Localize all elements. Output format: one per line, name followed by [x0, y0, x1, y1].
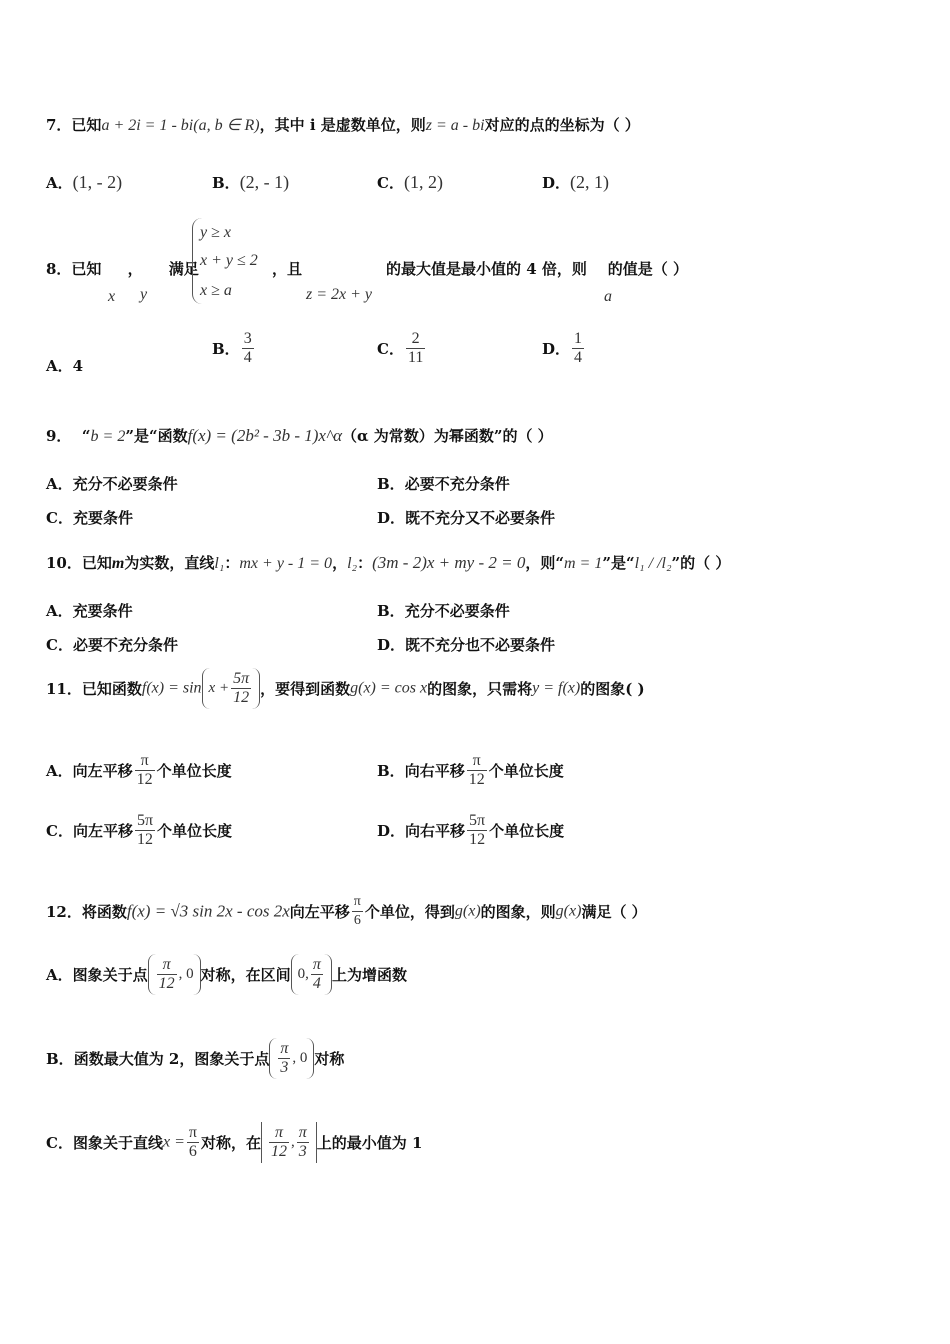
option-a[interactable]: A．充要条件	[46, 602, 133, 620]
paren-group: x + $\frac{5\pi}{12}$	[202, 668, 261, 709]
math-expression: f(x) = sin	[141, 679, 202, 697]
option-a[interactable]: A．图象关于点 $\frac{\pi}{12}$ , 0 对称，在区间 0, $\frac{\pi}{4}$ 上为增函数	[46, 954, 407, 995]
math-expression: z = a - bi	[425, 117, 485, 134]
question-7-stem	[46, 114, 640, 135]
option-d[interactable]: D．既不充分也不必要条件	[377, 636, 556, 654]
question-number: 9．	[46, 427, 72, 445]
option-a[interactable]: A．向左平移 $\frac{\pi}{12}$ 个单位长度	[46, 752, 232, 788]
question-10-stem: 10．已知m为实数，直线l₁：mx + y - 1 = 0，l₂：(3m - 2)x + my - 2 = 0，则“m = 1”是“l₁ / /l₂”的（ ）	[46, 553, 731, 572]
stem-text: 的最大值是最小值的 4 倍，则 的值是（ ）	[386, 260, 689, 278]
math-expression: y = f(x)	[532, 679, 581, 697]
question-9-stem: 9． “b = 2”是“函数f(x) = (2b² - 3b - 1)x^α（α 为常数）为幂函数”的（ ）	[46, 426, 553, 445]
question-number: 12．将函数	[46, 903, 127, 921]
math-expression: (3m - 2)x + my - 2 = 0	[372, 553, 526, 572]
stem-and: ，且	[272, 260, 303, 278]
option-b[interactable]: B． $\frac{3}{4}$	[212, 330, 252, 366]
inequality-3: x ≥ a	[200, 282, 232, 299]
stem-text: ，其中 i 是虚数单位，则	[259, 116, 426, 134]
option-a[interactable]: A．4	[46, 357, 84, 375]
math-expression: f(x) = √3 sin 2x - cos 2x	[126, 901, 290, 921]
question-number: 7．已知	[46, 116, 102, 134]
math-expression: a + 2i = 1 - bi(a, b ∈ R)	[101, 117, 260, 134]
option-d[interactable]: D．既不充分又不必要条件	[377, 509, 556, 527]
variable-y: y	[140, 286, 148, 303]
option-a[interactable]: A．(1, - 2)	[46, 172, 123, 192]
variable-a: a	[604, 288, 612, 305]
option-b[interactable]: B．函数最大值为 2，图象关于点 $\frac{\pi}{3}$ , 0 对称	[46, 1038, 344, 1079]
inequality-2: x + y ≤ 2	[200, 252, 258, 269]
option-c[interactable]: C．必要不充分条件	[46, 636, 178, 654]
variable-x: x	[108, 288, 116, 305]
question-number: 11．已知函数	[46, 680, 142, 698]
option-c[interactable]: C．向左平移 $\frac{5\pi}{12}$ 个单位长度	[46, 812, 233, 848]
math-expression: g(x) = cos x	[350, 679, 428, 697]
math-expression: b = 2	[90, 428, 126, 445]
option-b[interactable]: B．必要不充分条件	[377, 475, 510, 493]
stem-text: 对应的点的坐标为（ ）	[484, 116, 640, 134]
objective-expression: z = 2x + y	[306, 286, 373, 303]
question-12-stem: 12．将函数f(x) = √3 sin 2x - cos 2x向左平移 $\frac{\pi}{6}$ 个单位，得到g(x)的图象，则g(x)满足（ ）	[46, 894, 647, 928]
stem-text: 满足	[168, 260, 199, 278]
option-d[interactable]: D． $\frac{1}{4}$	[542, 330, 583, 366]
question-number: 10．已知	[46, 554, 112, 572]
option-a[interactable]: A．充分不必要条件	[46, 475, 178, 493]
question-11-stem: 11．已知函数f(x) = sin x + $\frac{5\pi}{12}$ ，要得到函数g(x) = cos x的图象，只需将y = f(x)的图象( )	[46, 668, 645, 709]
option-c[interactable]: C．(1, 2)	[377, 172, 443, 192]
option-d[interactable]: D．向右平移 $\frac{5\pi}{12}$ 个单位长度	[377, 812, 565, 848]
question-8-stem: 8．已知 ， 满足	[46, 260, 199, 278]
option-c[interactable]: C． $\frac{2}{11}$	[377, 330, 424, 366]
option-c[interactable]: C．图象关于直线x = $\frac{\pi}{6}$ 对称，在 $\frac{\pi}{12}$ , $\frac{\pi}{3}$ 上的最小值为 1	[46, 1122, 422, 1163]
option-d[interactable]: D．(2, 1)	[542, 172, 610, 192]
option-b[interactable]: B．向右平移 $\frac{\pi}{12}$ 个单位长度	[377, 752, 564, 788]
inequality-1: y ≥ x	[200, 224, 231, 241]
question-number: 8．已知	[46, 260, 102, 278]
option-b[interactable]: B．(2, - 1)	[212, 172, 290, 192]
math-expression: mx + y - 1 = 0	[239, 555, 333, 572]
math-expression: f(x) = (2b² - 3b - 1)x^α	[187, 426, 343, 445]
option-c[interactable]: C．充要条件	[46, 509, 133, 527]
option-b[interactable]: B．充分不必要条件	[377, 602, 510, 620]
